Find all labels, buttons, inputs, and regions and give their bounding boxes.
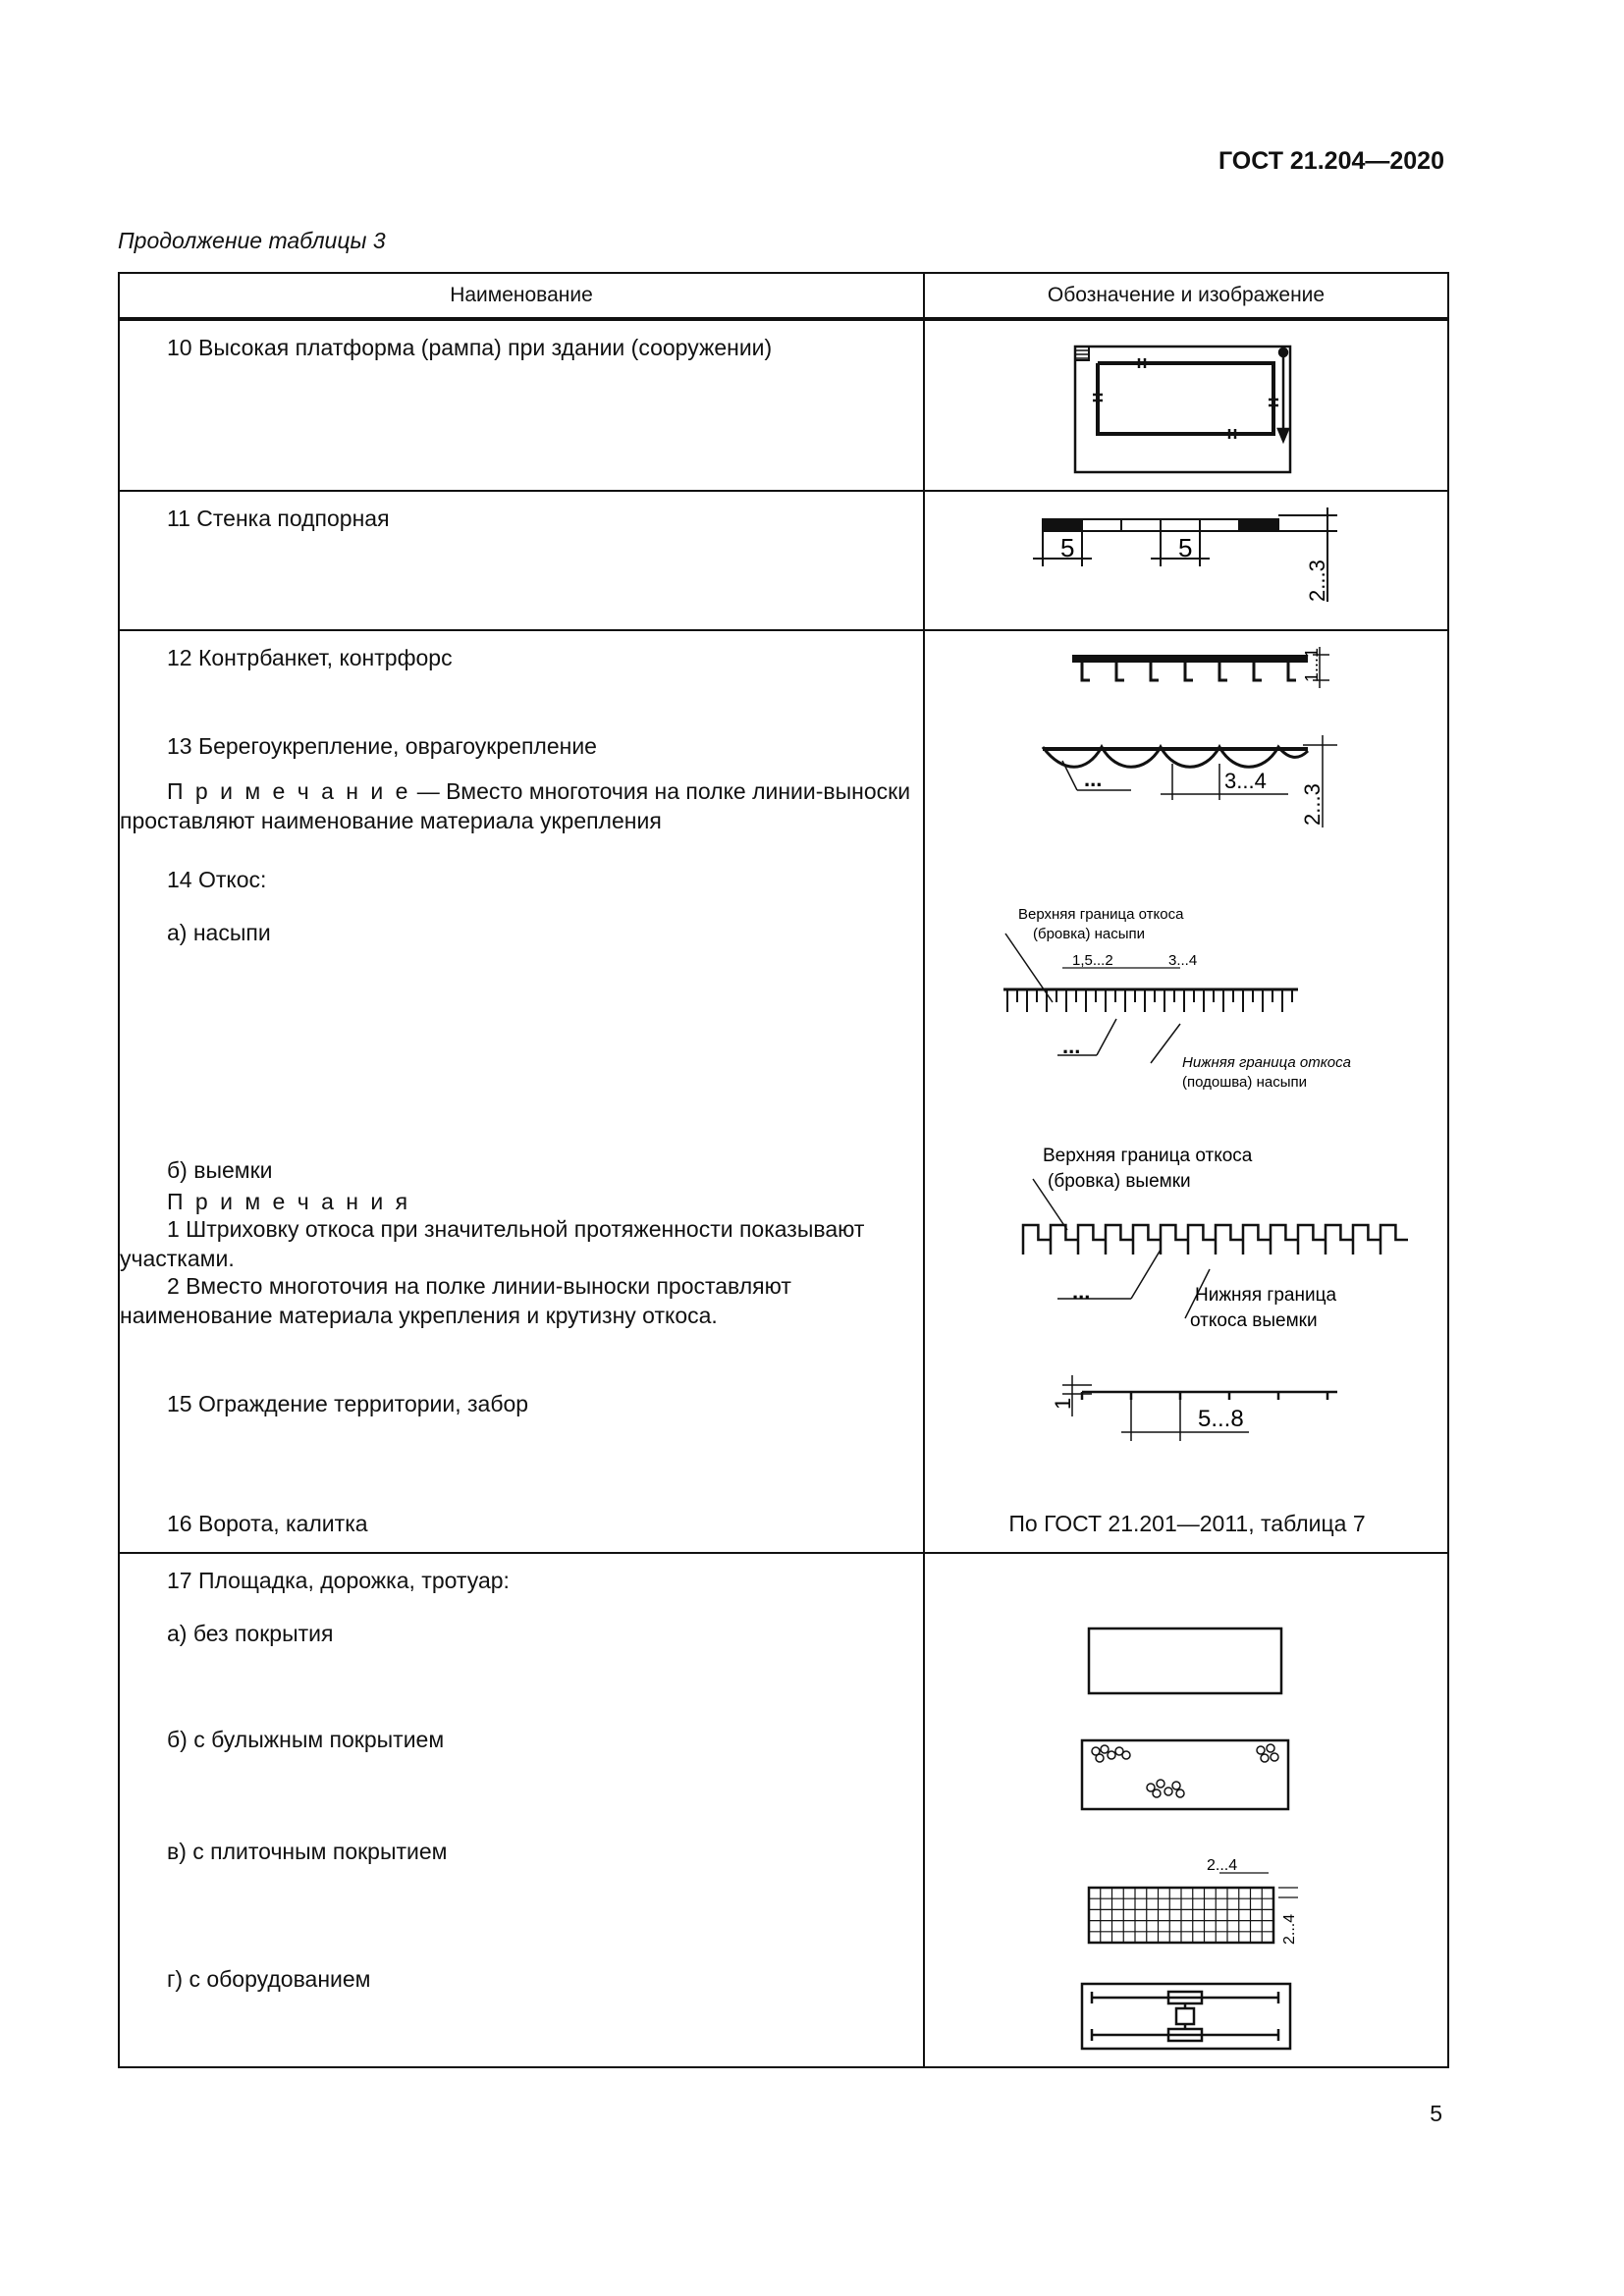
symbol-cell [924, 319, 1448, 491]
symbols-drawings [925, 631, 1449, 1550]
table-continuation-caption: Продолжение таблицы 3 [118, 228, 386, 253]
row-16-reference: По ГОСТ 21.201—2011, таблица 7 [1008, 1511, 1366, 1536]
row-11-name: 11 Стенка подпорная [167, 506, 390, 531]
symbol-cell [924, 491, 1448, 630]
row-15-name: 15 Ограждение территории, забор [167, 1391, 529, 1416]
equipped-area-symbol [1082, 1984, 1290, 2049]
fill-dim-a-label: 1,5...2 [1072, 952, 1113, 969]
fill-dim-b-label: 3...4 [1168, 952, 1198, 969]
bank-height-label: 2...3 [1300, 783, 1325, 826]
fill-top-label-1: Верхняя граница откоса [1018, 906, 1184, 923]
cobblestone-area-symbol [1082, 1740, 1288, 1809]
column-header-symbol: Обозначение и изображение [924, 273, 1448, 319]
fence-height-label: 1 [1051, 1397, 1075, 1410]
name-cell [119, 491, 924, 630]
row-17-name: 17 Площадка, дорожка, тротуар: [167, 1568, 510, 1593]
row-10-name: 10 Высокая платформа (рампа) при здании (сооружении) [167, 335, 773, 360]
tiled-area-symbol [1089, 1873, 1298, 1943]
row-16-name: 16 Ворота, калитка [167, 1511, 368, 1536]
row-17d-name: г) с оборудованием [167, 1966, 371, 1992]
cut-bottom-label-1: Нижняя граница [1195, 1285, 1337, 1306]
row-14-note-1: 1 Штриховку откоса при значительной протяженности показывают участками. [120, 1216, 865, 1271]
fence-dim-label: 5...8 [1198, 1406, 1244, 1432]
bank-dim-label: 3...4 [1224, 769, 1267, 793]
bank-dots: ... [1084, 767, 1103, 791]
document-code: ГОСТ 21.204—2020 [1218, 147, 1444, 175]
tile-dim-a-label: 2...4 [1207, 1857, 1238, 1874]
row-14-notes-label: П р и м е ч а н и я [167, 1189, 411, 1214]
row-12-name: 12 Контрбанкет, контрфорс [167, 645, 453, 670]
table-row [119, 319, 1448, 491]
fill-bottom-label-1: Нижняя граница откоса [1182, 1054, 1351, 1071]
symbol-cell [924, 630, 1448, 1553]
fill-bottom-label-2: (подошва) насыпи [1182, 1074, 1307, 1091]
cut-top-label-1: Верхняя граница откоса [1043, 1146, 1253, 1166]
fill-dots: ... [1062, 1034, 1081, 1058]
note-text: — Вместо многоточия на полке линии-выноски проставляют наименование материала укрепления [120, 778, 911, 833]
table-row [119, 630, 1448, 1553]
page-number: 5 [1430, 2101, 1442, 2126]
cut-dots: ... [1072, 1279, 1091, 1304]
unpaved-area-symbol [1089, 1629, 1281, 1693]
fill-top-label-2: (бровка) насыпи [1033, 926, 1146, 942]
row-17c-name: в) с плиточным покрытием [167, 1839, 448, 1864]
table-header-row [119, 273, 1448, 319]
note-label: П р и м е ч а н и е [167, 778, 411, 804]
table-row [119, 491, 1448, 630]
buttress-height-label: 1...1 [1302, 647, 1322, 682]
name-cell [119, 630, 924, 1553]
cut-top-label-2: (бровка) выемки [1048, 1171, 1191, 1192]
name-cell [119, 319, 924, 491]
wall-height-label: 2...3 [1305, 560, 1329, 602]
row-14a-name: а) насыпи [167, 920, 271, 945]
fill-slope-symbol [1003, 934, 1298, 1063]
wall-dim-b: 5 [1178, 533, 1193, 562]
symbols-table [118, 272, 1449, 2068]
row-14-name: 14 Откос: [167, 867, 267, 892]
row-13-name: 13 Берегоукрепление, оврагоукрепление [167, 733, 597, 759]
symbol-cell [924, 1553, 1448, 2067]
retaining-wall-symbol [925, 492, 1449, 623]
wall-dim-a: 5 [1060, 533, 1075, 562]
tile-dim-b-label: 2...4 [1281, 1913, 1298, 1945]
row-17b-name: б) с булыжным покрытием [167, 1727, 445, 1752]
row-17a-name: а) без покрытия [167, 1621, 334, 1646]
ramp-symbol [925, 321, 1449, 484]
row-14b-name: б) выемки [167, 1157, 273, 1183]
cut-bottom-label-2: откоса выемки [1190, 1310, 1318, 1331]
pavement-symbols [925, 1554, 1449, 2060]
column-header-name: Наименование [119, 273, 924, 319]
buttress-symbol [1072, 647, 1329, 688]
row-14-note-2: 2 Вместо многоточия на полке линии-выноски проставляют наименование материала укрепления и крутизну откоса. [120, 1273, 791, 1328]
name-cell [119, 1553, 924, 2067]
row-13-note [120, 776, 920, 835]
table-row [119, 1553, 1448, 2067]
